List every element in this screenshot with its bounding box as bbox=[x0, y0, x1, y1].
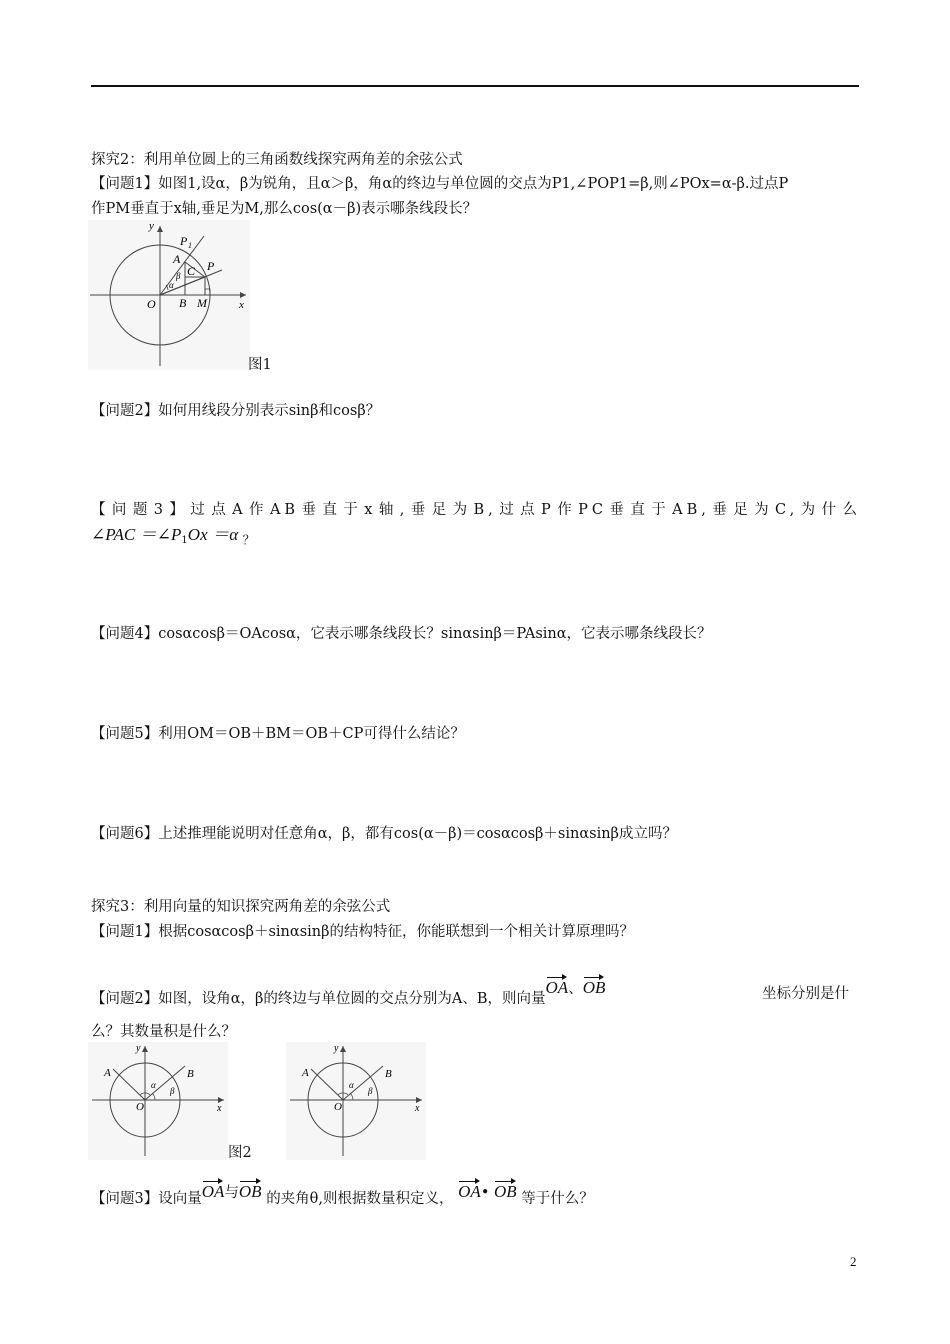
fig1-p1-sub: 1 bbox=[188, 241, 192, 250]
q3-vector-ob: OB bbox=[239, 1178, 262, 1202]
q3-yu: 与 bbox=[224, 1185, 239, 1201]
fig1-alpha-label: α bbox=[169, 280, 174, 290]
s3-question2-tail: 坐标分别是什 bbox=[762, 986, 849, 1002]
fig2r-y-label: y bbox=[334, 1043, 339, 1054]
formula-question-mark: ？ bbox=[242, 533, 255, 547]
formula-sub: 1 bbox=[181, 535, 188, 546]
fig1-p1-label: P bbox=[180, 234, 188, 248]
fig2r-origin-label: O bbox=[334, 1101, 342, 1113]
fig1-a-label: A bbox=[173, 252, 181, 266]
fig2l-origin-label: O bbox=[136, 1101, 144, 1113]
figure2-caption: 图2 bbox=[228, 1145, 252, 1161]
formula-pac: PAC bbox=[105, 525, 136, 544]
q3-vector-oa: OA bbox=[202, 1178, 225, 1202]
fig1-c-label: C bbox=[187, 264, 196, 278]
s3-question3-text2: 的夹角θ,则根据数量积定义， bbox=[266, 1191, 454, 1207]
s2-question1-line1: 【问题1】如图1,设α，β为锐角，且α＞β，角α的终边与单位圆的交点为P1,∠POP1=β,则∠POx=α-β.过点P bbox=[91, 176, 789, 192]
fig2r-beta-label: β bbox=[368, 1086, 373, 1096]
fig1-beta-label: β bbox=[176, 271, 181, 281]
unit-circle-figure-1 bbox=[88, 220, 250, 370]
fig2r-alpha-label: α bbox=[349, 1080, 354, 1090]
fig1-b-label: B bbox=[179, 296, 187, 310]
s3-question2-line1 bbox=[91, 978, 606, 1009]
s3-question3-text3: 等于什么？ bbox=[521, 1191, 594, 1207]
s2-question4: 【问题4】cosαcosβ＝OAcosα，它表示哪条线段长？sinαsinβ＝PAsinα，它表示哪条线段长？ bbox=[91, 626, 712, 642]
s2-question1-line2: 作PM垂直于x轴,垂足为M,那么cos(α－β)表示哪条线段长？ bbox=[91, 201, 478, 217]
s2-question3-formula bbox=[91, 525, 255, 551]
q3-dot-vector-oa: OA bbox=[458, 1178, 481, 1202]
fig1-p-label: P bbox=[207, 259, 215, 273]
formula-eq1: ＝∠ bbox=[139, 525, 172, 544]
fig2l-x-label: x bbox=[217, 1103, 222, 1114]
unit-circle-figure-2-right bbox=[286, 1042, 426, 1160]
fig1-x-label: x bbox=[239, 299, 244, 311]
section3-title: 探究3：利用向量的知识探究两角差的余弦公式 bbox=[91, 899, 391, 915]
fig2l-a-label: A bbox=[104, 1067, 111, 1079]
s3-question1: 【问题1】根据cosαcosβ＋sinαsinβ的结构特征，你能联想到一个相关计算原理吗？ bbox=[91, 924, 634, 940]
header-rule bbox=[91, 85, 859, 87]
vector-ob: OB bbox=[583, 974, 606, 998]
fig1-origin-label: O bbox=[147, 297, 156, 311]
q3-dot-vector-ob: OB bbox=[494, 1178, 517, 1202]
fig2l-b-label: B bbox=[187, 1068, 194, 1080]
s3-question3 bbox=[91, 1184, 594, 1209]
figure1-caption: 图1 bbox=[248, 357, 272, 373]
fig2r-x-label: x bbox=[415, 1103, 420, 1114]
fig1-m-label: M bbox=[197, 296, 207, 310]
fig2l-beta-label: β bbox=[170, 1086, 175, 1096]
vector-separator: 、 bbox=[568, 981, 583, 997]
fig2l-y-label: y bbox=[136, 1043, 141, 1054]
s3-question2-line2: 么？其数量积是什么？ bbox=[91, 1024, 236, 1040]
s2-question3-line1: 【问题3】过点A作AB垂直于x轴,垂足为B,过点P作PC垂直于AB,垂足为C,为什么 bbox=[91, 502, 861, 518]
s2-question5: 【问题5】利用OM＝OB＋BM＝OB＋CP可得什么结论？ bbox=[91, 726, 465, 742]
formula-p: P bbox=[171, 525, 182, 544]
s3-question2-text: 【问题2】如图，设角α，β的终边与单位圆的交点分别为A、B，则向量 bbox=[91, 991, 546, 1007]
angle-symbol: ∠ bbox=[91, 525, 106, 544]
vector-oa: OA bbox=[546, 974, 569, 998]
fig1-y-label: y bbox=[149, 220, 154, 232]
fig2l-alpha-label: α bbox=[151, 1080, 156, 1090]
formula-eq2: ＝ bbox=[212, 525, 230, 544]
dot-operator: • bbox=[480, 1185, 490, 1201]
s2-question2: 【问题2】如何用线段分别表示sinβ和cosβ？ bbox=[91, 403, 381, 419]
unit-circle-figure-2-left bbox=[88, 1042, 228, 1160]
formula-alpha: α bbox=[229, 525, 239, 544]
fig2r-a-label: A bbox=[302, 1067, 309, 1079]
s3-question3-text1: 【问题3】设向量 bbox=[91, 1191, 202, 1207]
page-number: 2 bbox=[850, 1254, 857, 1269]
section2-title: 探究2：利用单位圆上的三角函数线探究两角差的余弦公式 bbox=[91, 152, 463, 168]
s2-question6: 【问题6】上述推理能说明对任意角α，β，都有cos(α－β)＝cosαcosβ＋sinαsinβ成立吗？ bbox=[91, 826, 677, 842]
fig2r-b-label: B bbox=[385, 1068, 392, 1080]
formula-ox: Ox bbox=[187, 525, 208, 544]
